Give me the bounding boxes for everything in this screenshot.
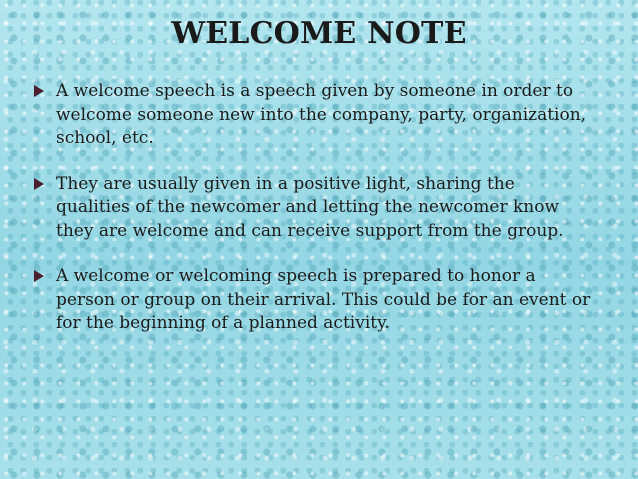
arrow-bullet-icon — [34, 85, 44, 97]
bullet-text: A welcome or welcoming speech is prepared to honor a person or group on their arrival. This could be for an event or for the beginning of a planned activity. — [56, 266, 591, 333]
bullet-text: They are usually given in a positive light, sharing the qualities of the newcomer and letting the newcomer know they are welcome and can receive support from the group. — [56, 173, 564, 241]
arrow-bullet-icon — [34, 270, 44, 282]
bullet-item — [34, 80, 594, 151]
slide-title: WELCOME NOTE — [171, 16, 467, 51]
bullet-text: A welcome speech is a speech given by someone in order to welcome someone new into the company, party, organization, school, etc. — [56, 81, 587, 148]
bullet-list — [34, 80, 594, 358]
arrow-bullet-icon — [34, 178, 44, 190]
bullet-item — [34, 265, 594, 336]
bullet-item — [34, 173, 594, 244]
